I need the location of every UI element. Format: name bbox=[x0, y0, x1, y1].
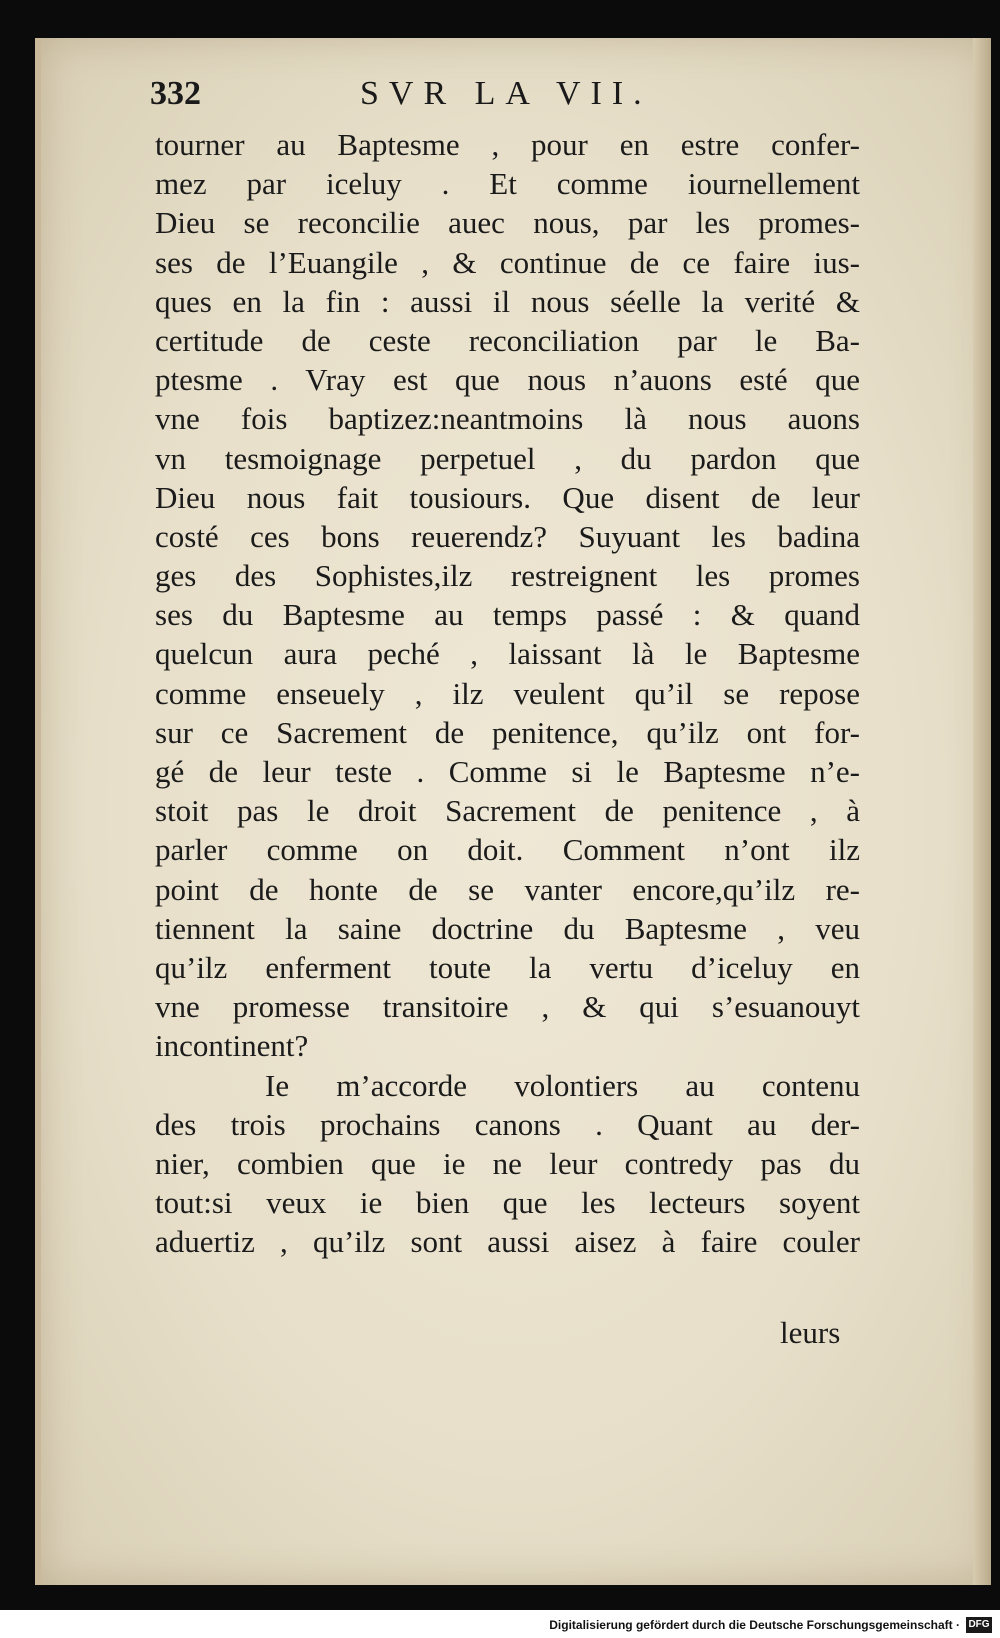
text-line: Dieu se reconcilie auec nous, par les promes- bbox=[155, 205, 860, 241]
text-line: point de honte de se vanter encore,qu’ilz re- bbox=[155, 871, 860, 907]
text-line: ptesme . Vray est que nous n’auons esté que bbox=[155, 362, 860, 398]
dfg-logo: DFG bbox=[966, 1617, 992, 1633]
text-line: nier, combien que ie ne leur contredy pas du bbox=[155, 1145, 860, 1181]
text-line: mez par iceluy . Et comme iournellement bbox=[155, 166, 860, 202]
text-line: tourner au Baptesme , pour en estre confer- bbox=[155, 127, 860, 162]
text-line: ques en la fin : aussi il nous séelle la verité & bbox=[155, 283, 860, 319]
text-line: vne promesse transitoire , & qui s’esuanouyt bbox=[155, 989, 860, 1025]
footer-strip bbox=[0, 1610, 1000, 1638]
text-line: ses du Baptesme au temps passé : & quand bbox=[155, 597, 860, 633]
paragraph-start-line: Ie m’accorde volontiers au contenu bbox=[265, 1067, 860, 1103]
text-line: certitude de ceste reconciliation par le Ba- bbox=[155, 322, 860, 358]
text-line: aduertiz , qu’ilz sont aussi aisez à faire couler bbox=[155, 1224, 860, 1260]
text-line: comme enseuely , ilz veulent qu’il se repose bbox=[155, 675, 860, 711]
page-number: 332 bbox=[150, 75, 201, 112]
running-head: SVR LA VII. bbox=[360, 75, 652, 112]
body-text bbox=[155, 125, 860, 1261]
text-line: costé ces bons reuerendz? Suyuant les badina bbox=[155, 518, 860, 554]
page-edge bbox=[973, 38, 991, 1585]
text-line: sur ce Sacrement de penitence, qu’ilz ont for- bbox=[155, 714, 860, 750]
text-line: Dieu nous fait tousiours. Que disent de leur bbox=[155, 479, 860, 515]
text-line: parler comme on doit. Comment n’ont ilz bbox=[155, 832, 860, 868]
text-line: ses de l’Euangile , & continue de ce faire ius- bbox=[155, 244, 860, 280]
text-line: qu’ilz enferment toute la vertu d’iceluy en bbox=[155, 949, 860, 985]
text-line: quelcun aura peché , laissant là le Baptesme bbox=[155, 636, 860, 672]
text-line: gé de leur teste . Comme si le Baptesme n’e- bbox=[155, 754, 860, 789]
text-line: tiennent la saine doctrine du Baptesme , veu bbox=[155, 910, 860, 946]
text-line: vn tesmoignage perpetuel , du pardon que bbox=[155, 440, 860, 476]
text-line: tout:si veux ie bien que les lecteurs soyent bbox=[155, 1185, 860, 1221]
text-line: stoit pas le droit Sacrement de penitence , à bbox=[155, 793, 860, 829]
text-line: ges des Sophistes,ilz restreignent les promes bbox=[155, 558, 860, 594]
text-line: des trois prochains canons . Quant au der- bbox=[155, 1106, 860, 1142]
funding-credit: Digitalisierung gefördert durch die Deutsche Forschungsgemeinschaft · bbox=[549, 1618, 960, 1632]
text-line: incontinent? bbox=[155, 1028, 309, 1064]
page-header bbox=[150, 75, 860, 125]
text-line: vne fois baptizez:neantmoins là nous auons bbox=[155, 401, 860, 437]
catchword: leurs bbox=[780, 1315, 841, 1350]
